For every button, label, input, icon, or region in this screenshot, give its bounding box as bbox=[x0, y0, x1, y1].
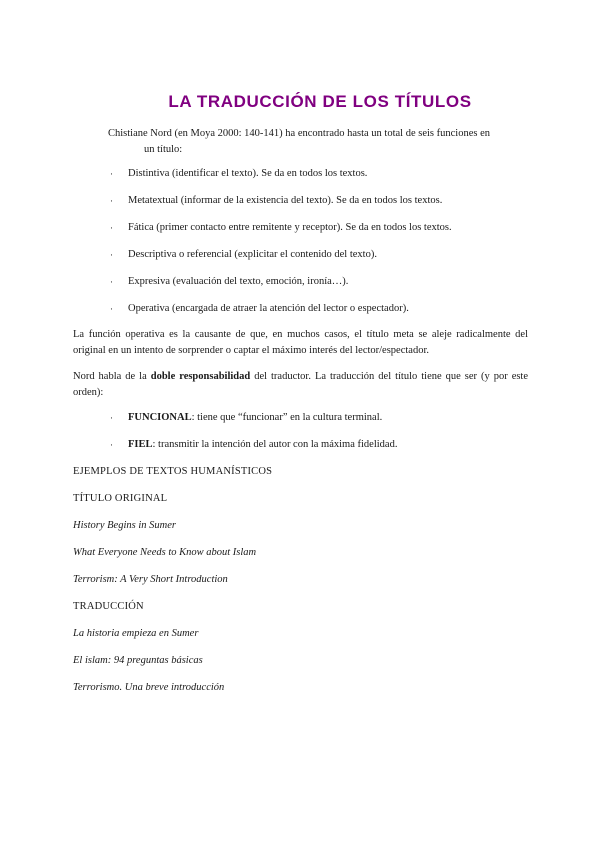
bullet-icon: · bbox=[110, 196, 113, 206]
bullet-icon: · bbox=[110, 440, 113, 450]
list-item bbox=[110, 437, 397, 464]
list-item bbox=[110, 301, 452, 328]
bullet-icon: · bbox=[110, 413, 113, 423]
list-item bbox=[110, 247, 452, 274]
paragraph-bold-term: doble responsabilidad bbox=[150, 371, 251, 382]
functions-list bbox=[110, 166, 452, 328]
original-title-item: History Begins in Sumer bbox=[73, 520, 176, 531]
duty-text: : transmitir la intención del autor con la máxima fidelidad. bbox=[152, 439, 398, 450]
operative-function-paragraph: La función operativa es la causante de que, en muchos casos, el título meta se aleje radicalmente del original en un intento de sorprender o captar el máximo interés del lector/espectador. bbox=[73, 329, 528, 356]
bullet-icon: · bbox=[110, 223, 113, 233]
translated-title-item: Terrorismo. Una breve introducción bbox=[73, 682, 225, 693]
function-text: Metatextual (informar de la existencia del texto). Se da en todos los textos. bbox=[128, 195, 443, 206]
list-item bbox=[110, 274, 452, 301]
paragraph-text-after: del traductor. La traducción del título tiene que ser (y por este orden): bbox=[73, 371, 529, 398]
function-text: Fática (primer contacto entre remitente y receptor). Se da en todos los textos. bbox=[128, 222, 452, 233]
bullet-icon: · bbox=[110, 250, 113, 260]
original-title-item: Terrorism: A Very Short Introduction bbox=[73, 574, 228, 585]
translated-title-item: El islam: 94 preguntas básicas bbox=[73, 655, 203, 666]
list-item bbox=[110, 193, 452, 220]
duty-term: FUNCIONAL bbox=[128, 412, 192, 423]
intro-paragraph bbox=[108, 126, 533, 158]
double-responsibility-paragraph bbox=[73, 369, 528, 401]
duty-text: : tiene que “funcionar” en la cultura terminal. bbox=[191, 412, 383, 423]
function-text: Distintiva (identificar el texto). Se da en todos los textos. bbox=[128, 168, 368, 179]
function-text: Expresiva (evaluación del texto, emoción, ironía…). bbox=[128, 276, 349, 287]
function-text: Operativa (encargada de atraer la atención del lector o espectador). bbox=[128, 303, 409, 314]
duty-term: FIEL bbox=[128, 439, 153, 450]
bullet-icon: · bbox=[110, 277, 113, 287]
list-item bbox=[110, 220, 452, 247]
duties-list bbox=[110, 410, 397, 464]
bullet-icon: · bbox=[110, 169, 113, 179]
translated-title-item: La historia empieza en Sumer bbox=[73, 628, 199, 639]
bullet-icon: · bbox=[110, 304, 113, 314]
original-title-item: What Everyone Needs to Know about Islam bbox=[73, 547, 257, 558]
page-title: LA TRADUCCIÓN DE LOS TÍTULOS bbox=[168, 92, 472, 111]
function-text: Descriptiva o referencial (explicitar el contenido del texto). bbox=[128, 249, 377, 260]
original-title-heading: TÍTULO ORIGINAL bbox=[73, 493, 168, 504]
translation-heading: TRADUCCIÓN bbox=[73, 601, 144, 612]
paragraph-text-before: Nord habla de la bbox=[73, 371, 151, 382]
intro-line-2: un título: bbox=[144, 144, 183, 155]
examples-heading: EJEMPLOS DE TEXTOS HUMANÍSTICOS bbox=[73, 466, 273, 477]
intro-line-1: Chistiane Nord (en Moya 2000: 140-141) ha encontrado hasta un total de seis funciones en bbox=[108, 128, 490, 139]
list-item bbox=[110, 410, 397, 437]
list-item bbox=[110, 166, 452, 193]
